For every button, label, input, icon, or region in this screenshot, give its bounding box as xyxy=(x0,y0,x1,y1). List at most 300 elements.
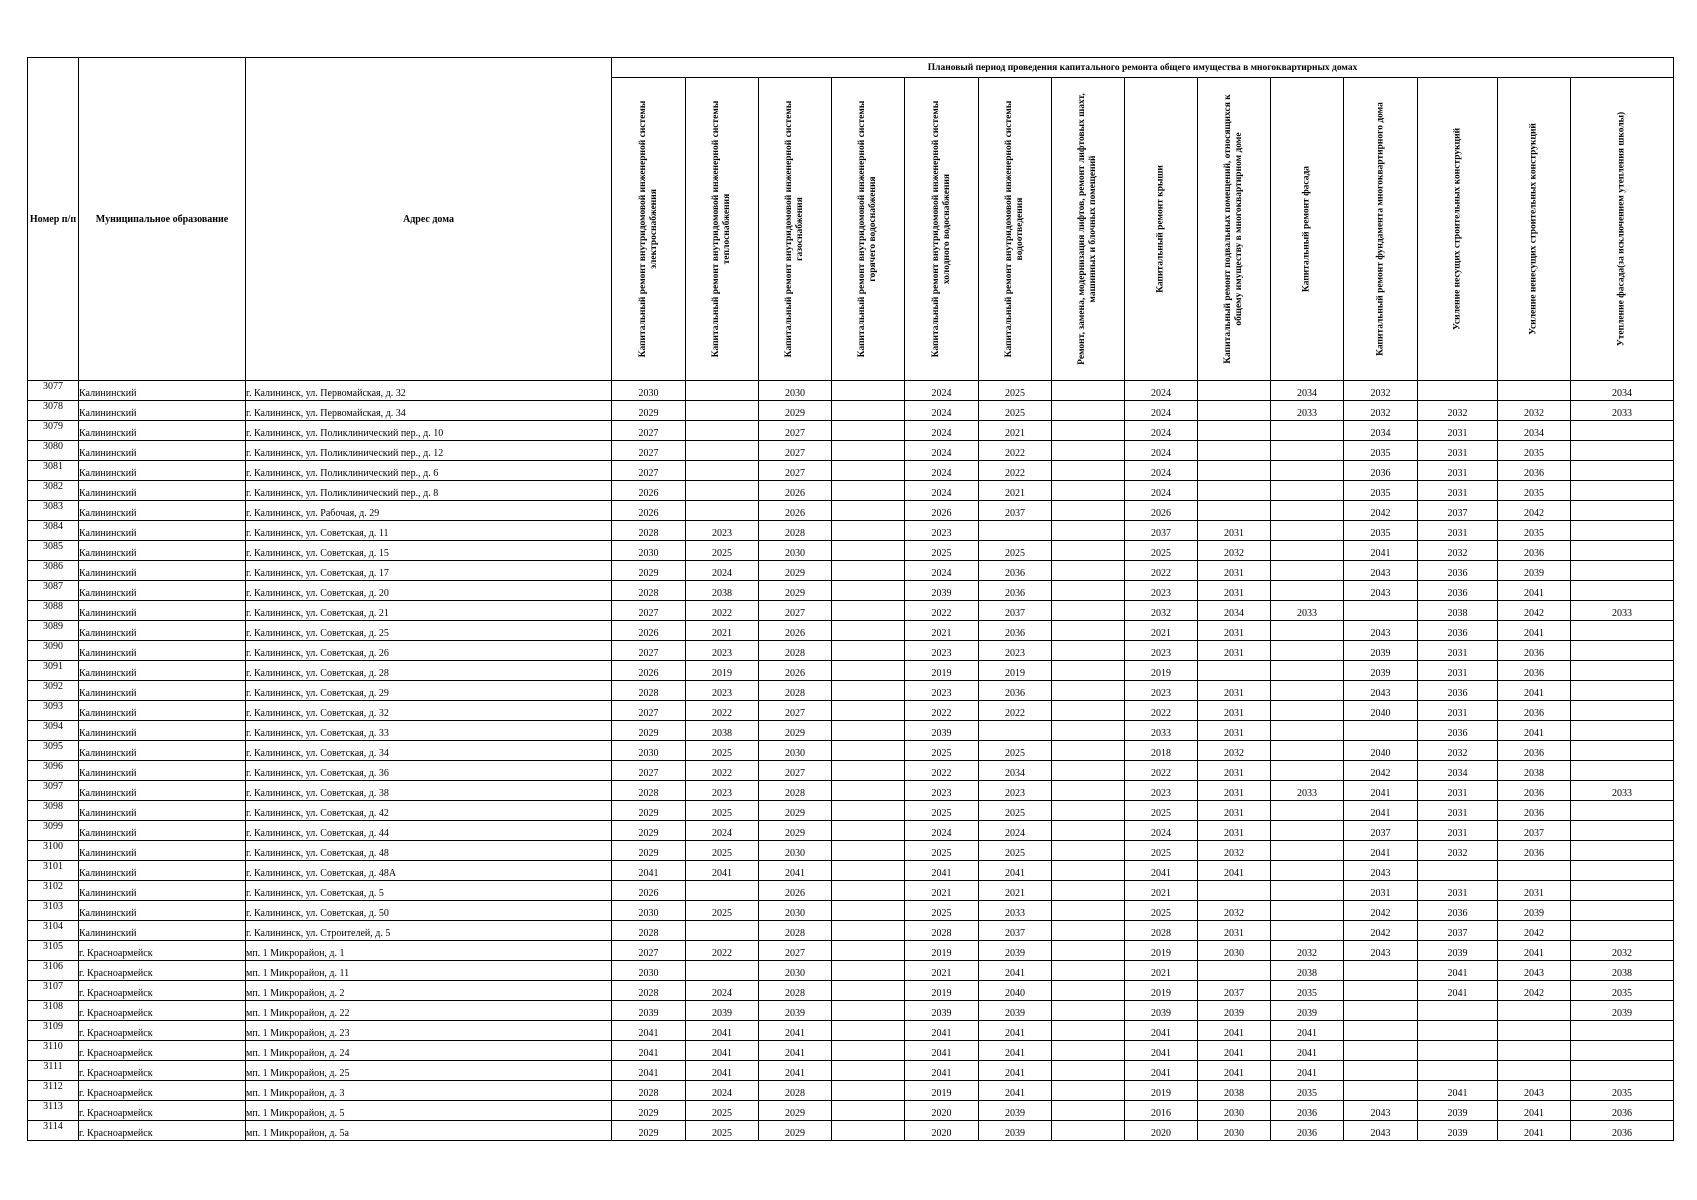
table-row xyxy=(28,741,1674,761)
row-year-cell xyxy=(1344,981,1418,1001)
row-year-cell xyxy=(1571,701,1674,721)
row-number: 3084 xyxy=(28,521,79,541)
row-number: 3106 xyxy=(28,961,79,981)
row-year-cell: 2021 xyxy=(979,881,1052,901)
row-year-cell: 2026 xyxy=(612,481,686,501)
row-year-cell xyxy=(1052,1021,1125,1041)
row-year-cell: 2041 xyxy=(1498,941,1571,961)
row-year-cell: 2031 xyxy=(1198,721,1271,741)
row-number: 3082 xyxy=(28,481,79,501)
row-year-cell: 2027 xyxy=(759,941,832,961)
table-row xyxy=(28,441,1674,461)
row-number: 3088 xyxy=(28,601,79,621)
repair-schedule-table xyxy=(27,57,1674,1141)
row-municipality: Калининский xyxy=(79,881,246,901)
row-year-cell: 2029 xyxy=(759,1121,832,1141)
row-year-cell xyxy=(832,1041,905,1061)
table-row xyxy=(28,641,1674,661)
header-column-3 xyxy=(759,78,832,381)
row-municipality: г. Красноармейск xyxy=(79,1041,246,1061)
row-year-cell: 2030 xyxy=(1198,1121,1271,1141)
row-year-cell xyxy=(1271,461,1344,481)
row-year-cell: 2024 xyxy=(686,561,759,581)
row-number: 3113 xyxy=(28,1101,79,1121)
row-year-cell xyxy=(686,921,759,941)
row-year-cell: 2020 xyxy=(1125,1121,1198,1141)
row-year-cell: 2042 xyxy=(1344,901,1418,921)
row-year-cell: 2024 xyxy=(905,381,979,401)
row-year-cell: 2032 xyxy=(1125,601,1198,621)
row-year-cell xyxy=(1344,1001,1418,1021)
row-year-cell: 2030 xyxy=(612,901,686,921)
row-year-cell: 2021 xyxy=(905,621,979,641)
row-address: г. Калининск, ул. Советская, д. 11 xyxy=(246,521,612,541)
row-year-cell: 2033 xyxy=(1271,601,1344,621)
row-year-cell: 2032 xyxy=(1498,401,1571,421)
row-year-cell: 2040 xyxy=(1344,701,1418,721)
table-body xyxy=(28,381,1674,1141)
row-year-cell: 2031 xyxy=(1418,821,1498,841)
table-row xyxy=(28,901,1674,921)
row-address: г. Калининск, ул. Советская, д. 21 xyxy=(246,601,612,621)
row-year-cell: 2039 xyxy=(979,941,1052,961)
row-year-cell: 2016 xyxy=(1125,1101,1198,1121)
row-year-cell: 2036 xyxy=(1498,701,1571,721)
row-year-cell: 2022 xyxy=(686,941,759,961)
row-year-cell xyxy=(1052,541,1125,561)
row-year-cell xyxy=(1571,461,1674,481)
row-municipality: г. Красноармейск xyxy=(79,981,246,1001)
row-year-cell: 2022 xyxy=(979,701,1052,721)
table-row xyxy=(28,661,1674,681)
table-row xyxy=(28,561,1674,581)
row-year-cell: 2037 xyxy=(1198,981,1271,1001)
row-year-cell: 2029 xyxy=(759,821,832,841)
table-row xyxy=(28,1081,1674,1101)
row-year-cell xyxy=(1052,901,1125,921)
header-column-12 xyxy=(1418,78,1498,381)
row-year-cell xyxy=(1498,1041,1571,1061)
row-address: г. Калининск, ул. Поликлинический пер., д. 12 xyxy=(246,441,612,461)
row-year-cell xyxy=(1418,1041,1498,1061)
row-year-cell: 2041 xyxy=(1418,961,1498,981)
row-year-cell xyxy=(1571,801,1674,821)
row-year-cell: 2039 xyxy=(905,1001,979,1021)
row-year-cell xyxy=(686,441,759,461)
row-year-cell xyxy=(1271,861,1344,881)
header-column-label: Капитальный ремонт внутридомовой инженерной системы водоотведения xyxy=(1004,100,1025,358)
row-address: мп. 1 Микрорайон, д. 3 xyxy=(246,1081,612,1101)
header-address: Адрес дома xyxy=(246,58,612,381)
row-number: 3099 xyxy=(28,821,79,841)
row-address: г. Калининск, ул. Советская, д. 29 xyxy=(246,681,612,701)
row-year-cell xyxy=(1571,821,1674,841)
row-year-cell: 2041 xyxy=(1271,1061,1344,1081)
row-year-cell: 2021 xyxy=(905,881,979,901)
row-year-cell: 2040 xyxy=(1344,741,1418,761)
row-address: г. Калининск, ул. Поликлинический пер., д. 8 xyxy=(246,481,612,501)
row-year-cell: 2030 xyxy=(1198,941,1271,961)
row-year-cell: 2043 xyxy=(1344,1121,1418,1141)
row-year-cell: 2029 xyxy=(612,821,686,841)
row-year-cell xyxy=(1344,961,1418,981)
row-year-cell: 2041 xyxy=(686,861,759,881)
row-year-cell: 2024 xyxy=(979,821,1052,841)
row-year-cell: 2025 xyxy=(905,901,979,921)
row-year-cell: 2025 xyxy=(905,541,979,561)
row-year-cell: 2021 xyxy=(686,621,759,641)
row-year-cell: 2031 xyxy=(1198,921,1271,941)
row-number: 3085 xyxy=(28,541,79,561)
row-municipality: Калининский xyxy=(79,381,246,401)
row-year-cell: 2026 xyxy=(612,661,686,681)
header-column-14 xyxy=(1571,78,1674,381)
row-year-cell: 2041 xyxy=(686,1041,759,1061)
row-year-cell: 2041 xyxy=(759,1041,832,1061)
row-year-cell: 2021 xyxy=(905,961,979,981)
row-year-cell xyxy=(1052,461,1125,481)
row-year-cell: 2039 xyxy=(1418,1101,1498,1121)
row-address: г. Калининск, ул. Рабочая, д. 29 xyxy=(246,501,612,521)
row-year-cell: 2025 xyxy=(686,1101,759,1121)
row-year-cell: 2022 xyxy=(686,761,759,781)
row-year-cell: 2027 xyxy=(612,601,686,621)
row-year-cell: 2025 xyxy=(686,841,759,861)
row-year-cell xyxy=(1052,1001,1125,1021)
row-year-cell: 2025 xyxy=(686,741,759,761)
row-year-cell: 2030 xyxy=(1198,1101,1271,1121)
header-column-label: Капитальный ремонт фундамента многоквартирного дома xyxy=(1375,102,1385,356)
row-year-cell xyxy=(686,501,759,521)
row-year-cell xyxy=(1498,1021,1571,1041)
row-year-cell: 2028 xyxy=(759,681,832,701)
row-municipality: Калининский xyxy=(79,561,246,581)
row-year-cell: 2026 xyxy=(759,481,832,501)
row-year-cell: 2029 xyxy=(759,721,832,741)
row-year-cell: 2019 xyxy=(1125,941,1198,961)
row-year-cell: 2031 xyxy=(1198,821,1271,841)
row-year-cell: 2021 xyxy=(1125,621,1198,641)
row-year-cell xyxy=(1271,801,1344,821)
row-year-cell: 2024 xyxy=(905,421,979,441)
row-year-cell: 2028 xyxy=(612,681,686,701)
row-year-cell: 2019 xyxy=(1125,1081,1198,1101)
row-address: г. Калининск, ул. Советская, д. 32 xyxy=(246,701,612,721)
row-year-cell: 2023 xyxy=(979,781,1052,801)
row-year-cell xyxy=(1052,701,1125,721)
row-address: мп. 1 Микрорайон, д. 5 xyxy=(246,1101,612,1121)
row-number: 3090 xyxy=(28,641,79,661)
header-column-11 xyxy=(1344,78,1418,381)
row-year-cell: 2031 xyxy=(1198,581,1271,601)
row-year-cell xyxy=(1344,1061,1418,1081)
row-year-cell: 2027 xyxy=(759,441,832,461)
row-year-cell: 2028 xyxy=(759,921,832,941)
row-year-cell: 2041 xyxy=(905,1061,979,1081)
row-address: г. Калининск, ул. Советская, д. 48 xyxy=(246,841,612,861)
row-year-cell xyxy=(1052,501,1125,521)
row-municipality: Калининский xyxy=(79,601,246,621)
row-year-cell: 2024 xyxy=(905,461,979,481)
row-address: мп. 1 Микрорайон, д. 5а xyxy=(246,1121,612,1141)
row-year-cell: 2030 xyxy=(612,381,686,401)
row-year-cell xyxy=(1571,921,1674,941)
row-year-cell: 2030 xyxy=(759,901,832,921)
row-year-cell: 2019 xyxy=(979,661,1052,681)
row-year-cell xyxy=(832,961,905,981)
row-year-cell: 2028 xyxy=(759,641,832,661)
header-column-7 xyxy=(1052,78,1125,381)
row-year-cell: 2028 xyxy=(759,981,832,1001)
row-municipality: Калининский xyxy=(79,721,246,741)
row-year-cell: 2029 xyxy=(759,1101,832,1121)
row-year-cell: 2041 xyxy=(1198,861,1271,881)
row-year-cell: 2024 xyxy=(1125,381,1198,401)
row-year-cell: 2026 xyxy=(759,881,832,901)
row-year-cell xyxy=(1198,661,1271,681)
row-number: 3089 xyxy=(28,621,79,641)
row-address: мп. 1 Микрорайон, д. 2 xyxy=(246,981,612,1001)
row-year-cell xyxy=(1198,401,1271,421)
row-year-cell xyxy=(832,881,905,901)
row-year-cell xyxy=(1052,841,1125,861)
row-year-cell: 2024 xyxy=(905,561,979,581)
row-year-cell: 2025 xyxy=(905,741,979,761)
row-year-cell: 2035 xyxy=(1344,481,1418,501)
row-year-cell xyxy=(1052,1121,1125,1141)
row-year-cell xyxy=(1198,461,1271,481)
row-number: 3096 xyxy=(28,761,79,781)
row-year-cell xyxy=(686,481,759,501)
header-column-label: Ремонт, замена, модернизация лифтов, ремонт лифтовых шахт, машинных и блочных помещений xyxy=(1077,93,1098,365)
row-year-cell: 2028 xyxy=(612,781,686,801)
row-year-cell xyxy=(832,481,905,501)
row-year-cell: 2027 xyxy=(759,701,832,721)
row-year-cell: 2031 xyxy=(1344,881,1418,901)
row-year-cell xyxy=(1198,441,1271,461)
row-year-cell: 2028 xyxy=(612,981,686,1001)
row-year-cell: 2043 xyxy=(1498,1081,1571,1101)
row-year-cell: 2039 xyxy=(1571,1001,1674,1021)
table-row xyxy=(28,381,1674,401)
row-municipality: Калининский xyxy=(79,521,246,541)
row-municipality: г. Красноармейск xyxy=(79,1001,246,1021)
row-municipality: Калининский xyxy=(79,801,246,821)
row-year-cell xyxy=(1198,381,1271,401)
row-year-cell xyxy=(1052,961,1125,981)
row-year-cell: 2026 xyxy=(759,501,832,521)
row-year-cell xyxy=(1571,681,1674,701)
row-year-cell xyxy=(1052,621,1125,641)
row-year-cell: 2022 xyxy=(905,761,979,781)
row-number: 3077 xyxy=(28,381,79,401)
row-year-cell: 2023 xyxy=(1125,641,1198,661)
row-municipality: Калининский xyxy=(79,461,246,481)
row-number: 3103 xyxy=(28,901,79,921)
row-year-cell: 2028 xyxy=(612,581,686,601)
row-year-cell xyxy=(1271,441,1344,461)
row-year-cell: 2036 xyxy=(1418,621,1498,641)
row-year-cell: 2031 xyxy=(1198,621,1271,641)
row-year-cell: 2034 xyxy=(1198,601,1271,621)
table-row xyxy=(28,461,1674,481)
row-year-cell xyxy=(832,641,905,661)
row-year-cell xyxy=(1271,681,1344,701)
row-year-cell xyxy=(1418,1021,1498,1041)
row-year-cell xyxy=(832,1021,905,1041)
row-year-cell xyxy=(1571,501,1674,521)
row-year-cell xyxy=(832,561,905,581)
row-year-cell: 2032 xyxy=(1198,541,1271,561)
row-year-cell: 2023 xyxy=(905,781,979,801)
row-year-cell: 2042 xyxy=(1344,761,1418,781)
row-municipality: Калининский xyxy=(79,621,246,641)
row-year-cell: 2043 xyxy=(1344,861,1418,881)
row-year-cell xyxy=(1571,421,1674,441)
row-year-cell: 2026 xyxy=(1125,501,1198,521)
table-row xyxy=(28,941,1674,961)
row-year-cell xyxy=(832,1061,905,1081)
row-year-cell: 2039 xyxy=(1125,1001,1198,1021)
row-year-cell: 2027 xyxy=(612,701,686,721)
row-year-cell: 2041 xyxy=(612,1041,686,1061)
table-row xyxy=(28,1121,1674,1141)
row-year-cell: 2039 xyxy=(1498,561,1571,581)
row-year-cell: 2026 xyxy=(759,621,832,641)
row-year-cell xyxy=(979,521,1052,541)
row-year-cell: 2025 xyxy=(1125,801,1198,821)
row-year-cell xyxy=(1052,741,1125,761)
row-municipality: Калининский xyxy=(79,921,246,941)
row-year-cell xyxy=(1498,381,1571,401)
header-column-label: Капитальный ремонт фасада xyxy=(1301,165,1312,293)
row-year-cell xyxy=(1271,741,1344,761)
row-number: 3087 xyxy=(28,581,79,601)
row-year-cell: 2023 xyxy=(905,641,979,661)
row-year-cell: 2031 xyxy=(1418,521,1498,541)
row-year-cell: 2041 xyxy=(979,961,1052,981)
row-year-cell: 2042 xyxy=(1498,501,1571,521)
row-number: 3101 xyxy=(28,861,79,881)
row-year-cell: 2041 xyxy=(1344,801,1418,821)
row-address: г. Калининск, ул. Советская, д. 15 xyxy=(246,541,612,561)
row-number: 3095 xyxy=(28,741,79,761)
row-year-cell xyxy=(1052,521,1125,541)
row-year-cell xyxy=(832,1081,905,1101)
row-address: мп. 1 Микрорайон, д. 1 xyxy=(246,941,612,961)
row-year-cell: 2041 xyxy=(612,861,686,881)
header-column-10 xyxy=(1271,78,1344,381)
row-year-cell: 2027 xyxy=(612,441,686,461)
row-address: г. Калининск, ул. Советская, д. 33 xyxy=(246,721,612,741)
row-address: г. Калининск, ул. Советская, д. 5 xyxy=(246,881,612,901)
row-year-cell: 2029 xyxy=(759,561,832,581)
row-year-cell: 2039 xyxy=(1344,641,1418,661)
header-column-label: Утепление фасада(за исключением утепления школы) xyxy=(1616,111,1627,347)
row-year-cell: 2023 xyxy=(686,521,759,541)
row-number: 3097 xyxy=(28,781,79,801)
row-year-cell: 2036 xyxy=(1271,1101,1344,1121)
row-year-cell: 2033 xyxy=(979,901,1052,921)
row-year-cell: 2037 xyxy=(1418,921,1498,941)
row-year-cell: 2039 xyxy=(1344,661,1418,681)
row-year-cell xyxy=(1571,1061,1674,1081)
row-year-cell xyxy=(1571,901,1674,921)
row-municipality: Калининский xyxy=(79,441,246,461)
row-municipality: Калининский xyxy=(79,421,246,441)
row-year-cell: 2031 xyxy=(1418,661,1498,681)
row-year-cell: 2026 xyxy=(612,501,686,521)
row-year-cell xyxy=(1052,481,1125,501)
header-column-5 xyxy=(905,78,979,381)
row-year-cell xyxy=(1571,861,1674,881)
row-year-cell: 2041 xyxy=(979,1021,1052,1041)
row-year-cell: 2041 xyxy=(905,861,979,881)
header-column-13 xyxy=(1498,78,1571,381)
row-year-cell: 2042 xyxy=(1498,601,1571,621)
row-year-cell xyxy=(1271,561,1344,581)
row-year-cell: 2022 xyxy=(1125,561,1198,581)
row-year-cell: 2028 xyxy=(905,921,979,941)
row-year-cell: 2029 xyxy=(612,1101,686,1121)
row-year-cell: 2025 xyxy=(979,381,1052,401)
row-year-cell: 2030 xyxy=(759,541,832,561)
table-row xyxy=(28,1021,1674,1041)
row-year-cell xyxy=(1571,561,1674,581)
row-year-cell: 2036 xyxy=(1418,721,1498,741)
row-address: мп. 1 Микрорайон, д. 24 xyxy=(246,1041,612,1061)
row-year-cell xyxy=(1571,521,1674,541)
row-year-cell: 2024 xyxy=(905,821,979,841)
row-year-cell: 2036 xyxy=(1418,681,1498,701)
row-address: г. Калининск, ул. Советская, д. 44 xyxy=(246,821,612,841)
row-year-cell: 2041 xyxy=(979,1061,1052,1081)
row-year-cell: 2022 xyxy=(1125,701,1198,721)
row-address: г. Калининск, ул. Советская, д. 20 xyxy=(246,581,612,601)
row-year-cell: 2028 xyxy=(612,521,686,541)
row-year-cell: 2033 xyxy=(1125,721,1198,741)
row-year-cell xyxy=(1498,1001,1571,1021)
row-year-cell xyxy=(1271,761,1344,781)
row-year-cell: 2043 xyxy=(1344,1101,1418,1121)
row-year-cell xyxy=(1052,1061,1125,1081)
row-year-cell: 2041 xyxy=(1271,1021,1344,1041)
row-year-cell xyxy=(832,521,905,541)
row-year-cell: 2041 xyxy=(905,1041,979,1061)
row-number: 3114 xyxy=(28,1121,79,1141)
header-column-label: Капитальный ремонт внутридомовой инженерной системы электроснабжения xyxy=(637,100,659,358)
row-year-cell: 2036 xyxy=(1344,461,1418,481)
row-year-cell: 2039 xyxy=(905,721,979,741)
row-year-cell xyxy=(686,461,759,481)
row-year-cell: 2026 xyxy=(612,881,686,901)
row-year-cell: 2041 xyxy=(979,861,1052,881)
row-year-cell xyxy=(1198,421,1271,441)
row-year-cell: 2041 xyxy=(1271,1041,1344,1061)
table-row xyxy=(28,961,1674,981)
row-year-cell xyxy=(832,541,905,561)
row-year-cell: 2020 xyxy=(905,1121,979,1141)
row-year-cell: 2036 xyxy=(979,681,1052,701)
row-address: г. Калининск, ул. Поликлинический пер., д. 10 xyxy=(246,421,612,441)
row-year-cell: 2029 xyxy=(612,1121,686,1141)
header-column-1 xyxy=(612,78,686,381)
row-address: г. Калининск, ул. Советская, д. 48А xyxy=(246,861,612,881)
row-year-cell xyxy=(1052,821,1125,841)
row-year-cell: 2032 xyxy=(1418,741,1498,761)
row-year-cell: 2025 xyxy=(686,801,759,821)
row-year-cell: 2018 xyxy=(1125,741,1198,761)
